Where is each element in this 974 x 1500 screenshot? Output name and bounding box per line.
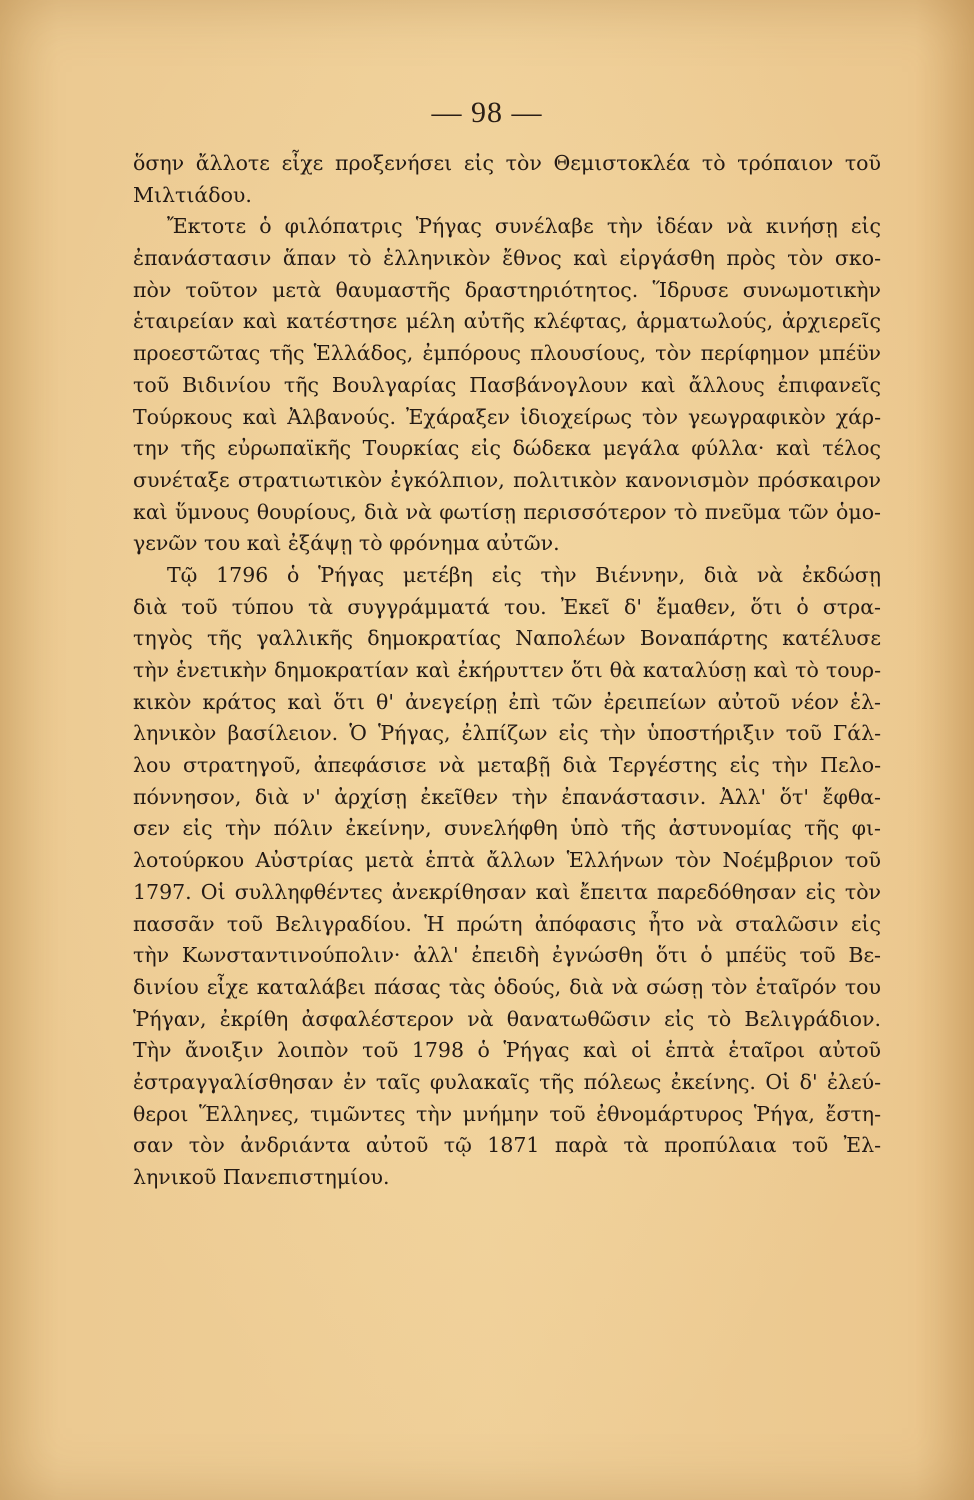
text-line: θεροι Ἕλληνες, τιμῶντες τὴν μνήμην τοῦ ἐθνομάρτυρος Ῥήγα, ἔστη- xyxy=(133,1101,881,1126)
text-line: τὴν ἑνετικὴν δημοκρατίαν καὶ ἐκήρυττεν ὅτι θὰ καταλύσῃ καὶ τὸ τουρ- xyxy=(133,658,881,682)
text-line: σεν εἰς τὴν πόλιν ἐκείνην, συνελήφθη ὑπὸ τῆς ἀστυνομίας τῆς φι- xyxy=(133,816,881,841)
text-line: την τῆς εὐρωπαϊκῆς Τουρκίας εἰς δώδεκα μεγάλα φύλλα· καὶ τέλος xyxy=(133,436,881,461)
text-line: Τῷ 1796 ὁ Ῥήγας μετέβη εἰς τὴν Βιέννην, διὰ νὰ ἐκδώσῃ xyxy=(167,562,881,587)
text-line: δινίου εἶχε καταλάβει πάσας τὰς ὁδούς, διὰ νὰ σώσῃ τὸν ἑταῖρόν του xyxy=(133,974,881,999)
text-line: τηγὸς τῆς γαλλικῆς δημοκρατίας Ναπολέων Βοναπάρτης κατέλυσε xyxy=(133,626,881,651)
text-line: πόννησον, διὰ ν' ἀρχίσῃ ἐκεῖθεν τὴν ἐπανάστασιν. Ἀλλ' ὅτ' ἔφθα- xyxy=(133,784,881,809)
text-line: προεστῶτας τῆς Ἑλλάδος, ἐμπόρους πλουσίους, τὸν περίφημον μπέϋν xyxy=(133,341,881,366)
page-number: — 98 — xyxy=(431,96,543,129)
text-line: ληνικοῦ Πανεπιστημίου. xyxy=(133,1165,390,1189)
text-line: καὶ ὕμνους θουρίους, διὰ νὰ φωτίσῃ περισσότερον τὸ πνεῦμα τῶν ὁμο- xyxy=(133,499,881,524)
text-line: ὅσην ἄλλοτε εἶχε προξενήσει εἰς τὸν Θεμιστοκλέα τὸ τρόπαιον τοῦ xyxy=(133,151,881,175)
text-line: πὸν τοῦτον μετὰ θαυμαστῆς δραστηριότητος. Ἵδρυσε συνωμοτικὴν xyxy=(133,277,881,302)
text-line: συνέταξε στρατιωτικὸν ἐγκόλπιον, πολιτικὸν κανονισμὸν πρόσκαιρον xyxy=(133,467,881,492)
text-line: τὴν Κωνσταντινούπολιν· ἀλλ' ἐπειδὴ ἐγνώσθη ὅτι ὁ μπέϋς τοῦ Βε- xyxy=(133,943,881,968)
text-line: λοτούρκου Αὐστρίας μετὰ ἑπτὰ ἄλλων Ἑλλήνων τὸν Νοέμβριον τοῦ xyxy=(133,848,881,873)
text-line: λου στρατηγοῦ, ἀπεφάσισε νὰ μεταβῇ διὰ Τεργέστης εἰς τὴν Πελο- xyxy=(133,753,881,778)
text-line: τοῦ Βιδινίου τῆς Βουλγαρίας Πασβάνογλουν καὶ ἄλλους ἐπιφανεῖς xyxy=(133,372,881,397)
text-line: Τούρκους καὶ Ἀλβανούς. Ἐχάραξεν ἰδιοχείρως τὸν γεωγραφικὸν χάρ- xyxy=(133,404,881,429)
text-line: 1797. Οἱ συλληφθέντες ἀνεκρίθησαν καὶ ἔπειτα παρεδόθησαν εἰς τὸν xyxy=(133,879,881,904)
text-line: Μιλτιάδου. xyxy=(133,182,252,207)
text-line: πασσᾶν τοῦ Βελιγραδίου. Ἡ πρώτη ἀπόφασις ἦτο νὰ σταλῶσιν εἰς xyxy=(133,911,881,936)
text-line: διὰ τοῦ τύπου τὰ συγγράμματά του. Ἐκεῖ δ' ἔμαθεν, ὅτι ὁ στρα- xyxy=(133,594,881,619)
text-line: ἐστραγγαλίσθησαν ἐν ταῖς φυλακαῖς τῆς πόλεως ἐκείνης. Οἱ δ' ἐλεύ- xyxy=(133,1069,881,1094)
text-line: ληνικὸν βασίλειον. Ὁ Ῥήγας, ἐλπίζων εἰς τὴν ὑποστήριξιν τοῦ Γάλ- xyxy=(133,721,881,746)
text-line: ἐπανάστασιν ἅπαν τὸ ἑλληνικὸν ἔθνος καὶ εἰργάσθη πρὸς τὸν σκο- xyxy=(133,246,881,271)
text-line: σαν τὸν ἀνδριάντα αὐτοῦ τῷ 1871 παρὰ τὰ προπύλαια τοῦ Ἐλ- xyxy=(133,1133,881,1158)
text-line: Ἔκτοτε ὁ φιλόπατρις Ῥήγας συνέλαβε τὴν ἰδέαν νὰ κινήσῃ εἰς xyxy=(167,214,881,239)
body-text xyxy=(133,148,881,1194)
text-line: κικὸν κράτος καὶ ὅτι θ' ἀνεγείρῃ ἐπὶ τῶν ἐρειπείων αὐτοῦ νέον ἑλ- xyxy=(133,689,881,714)
text-line: ἑταιρείαν καὶ κατέστησε μέλη αὐτῆς κλέφτας, ἁρματωλούς, ἀρχιερεῖς xyxy=(133,309,881,334)
text-line: Τὴν ἄνοιξιν λοιπὸν τοῦ 1798 ὁ Ῥήγας καὶ οἱ ἑπτὰ ἑταῖροι αὐτοῦ xyxy=(133,1038,881,1063)
text-line: γενῶν του καὶ ἐξάψῃ τὸ φρόνημα αὐτῶν. xyxy=(133,531,560,556)
text-line: Ῥήγαν, ἐκρίθη ἀσφαλέστερον νὰ θανατωθῶσιν εἰς τὸ Βελιγράδιον. xyxy=(133,1006,881,1031)
